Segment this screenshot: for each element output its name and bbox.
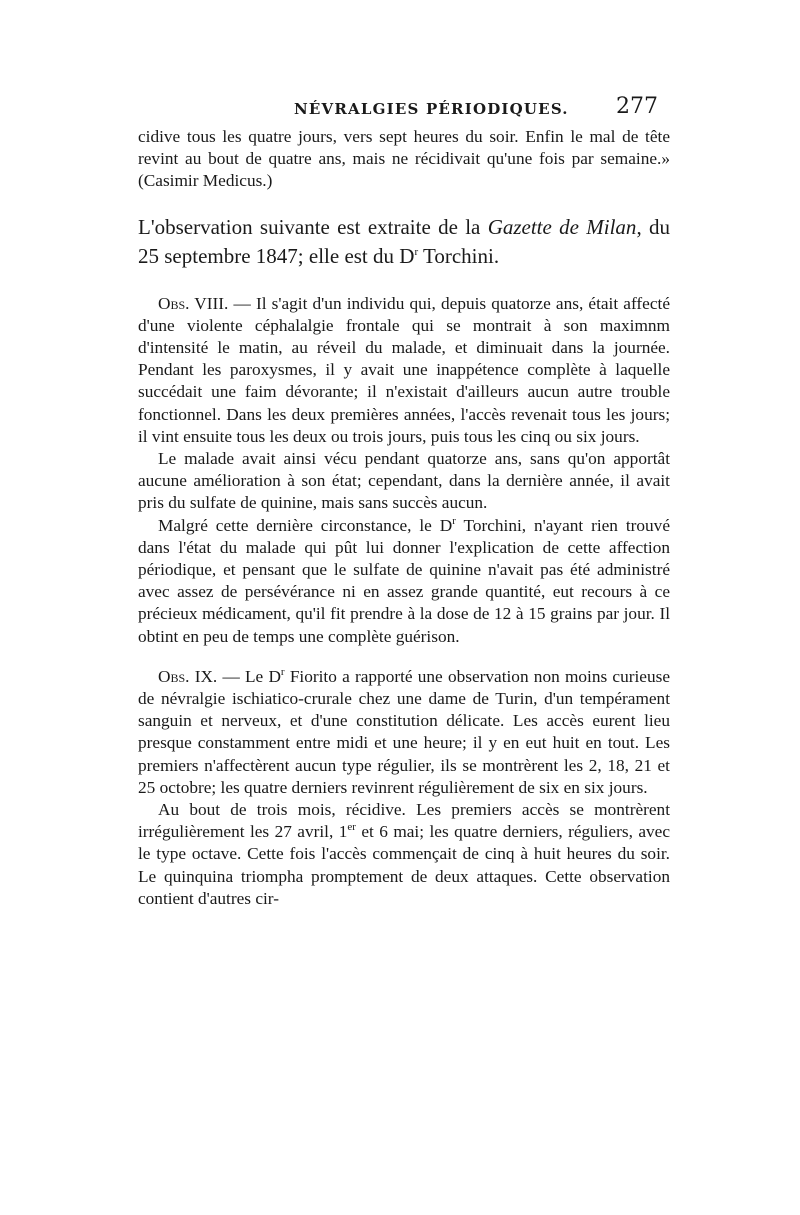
paragraph-continuation: cidive tous les quatre jours, vers sept heures du soir. Enfin le mal de tête revint au bout de quatre ans, mais ne récidivait qu'une fois par semaine.» (Casimir Medicus.) bbox=[138, 127, 670, 191]
observation-intro: L'observation suivante est extraite de la Gazette de Milan, du 25 septembre 1847; elle est du $D^r$ Torchini. bbox=[138, 214, 670, 268]
page-body bbox=[138, 126, 670, 910]
paragraph: Au bout de trois mois, récidive. Les premiers accès se montrèrent irrégulièrement les 27 avril, 1er et 6 mai; les quatre derniers, réguliers, avec le type octave. Cette fois l'accès commençait de cinq à huit heures du soir. Le quinquina triompha promptement de deux attaques. Cette observation contient d'autres cir- bbox=[138, 800, 670, 908]
paragraph: Le malade avait ainsi vécu pendant quatorze ans, sans qu'on apportât aucune amélioration à son état; cependant, dans la dernière année, il avait pris du sulfate de quinine, mais sans succès aucun. bbox=[138, 449, 670, 513]
observation-label: Obs. IX. bbox=[158, 666, 218, 686]
paragraph: Malgré cette dernière circonstance, le $D^r$ Torchini, n'ayant rien trouvé dans l'état du malade qui pût lui donner l'explication de cette affection périodique, et pensant que le sulfate de quinine n'avait pas été administré avec assez de persévérance ni en assez grande quantité, eut recours à ce précieux médicament, qu'il fit prendre à la dose de 12 à 15 grains par jour. Il obtint en peu de temps une complète guérison. bbox=[138, 514, 670, 646]
page-number: 277 bbox=[616, 94, 658, 119]
observation-viii: Obs. VIII. — Il s'agit d'un individu qui, depuis quatorze ans, était affecté d'une violente céphalalgie frontale qui se montrait à son maximnm d'intensité le matin, au réveil du malade, et diminuait dans la journée. Pendant les paroxysmes, il y avait une inappétence complète à laquelle succédait une faim dévorante; il n'existait d'ailleurs aucun autre trouble fonctionnel. Dans les deux premières années, l'accès revenait tous les jours; il vint ensuite tous les deux ou trois jours, puis tous les cinq ou six jours. bbox=[138, 293, 670, 446]
running-title: NÉVRALGIES PÉRIODIQUES. bbox=[294, 100, 569, 118]
observation-ix: Obs. IX. — Le $D^r$ Fiorito a rapporté une observation non moins curieuse de névralgie ischiatico-crurale chez une dame de Turin, d'un tempérament sanguin et nerveux, et d'une constitution délicate. Les accès eurent lieu presque constamment entre midi et une heure; il y en eut huit en tout. Les premiers n'affectèrent aucun type régulier, ils se montrèrent les 2, 18, 21 et 25 octobre; les quatre derniers revinrent régulièrement de six en six jours. bbox=[138, 666, 670, 797]
observation-label: Obs. VIII. bbox=[158, 293, 229, 313]
page-header bbox=[138, 96, 662, 124]
section-gap bbox=[138, 648, 670, 666]
journal-title: Gazette de Milan bbox=[487, 214, 637, 239]
